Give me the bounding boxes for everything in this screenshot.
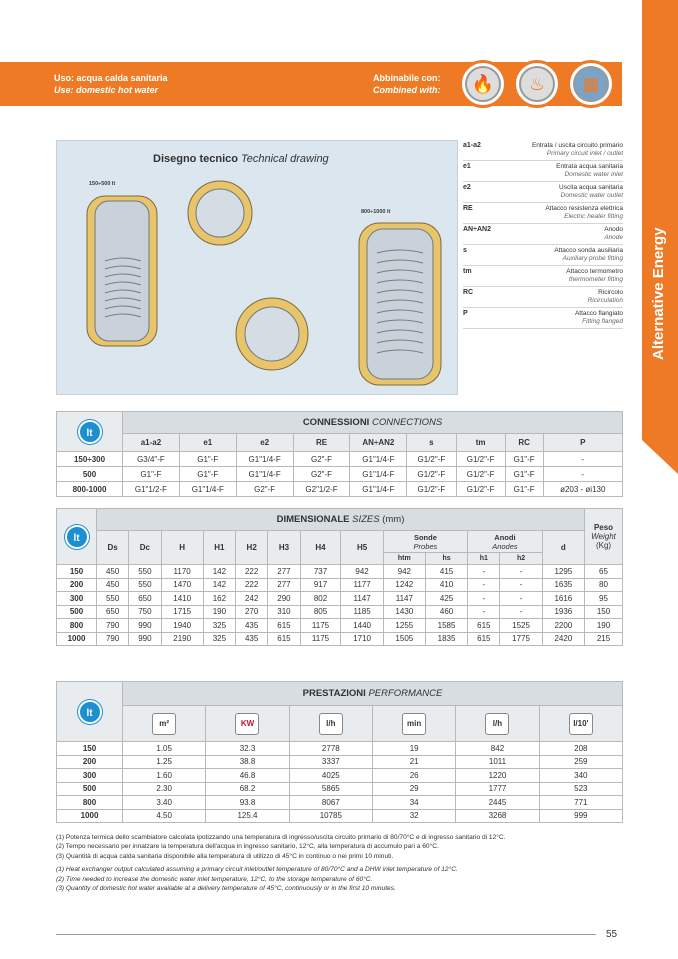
table-cell: 802 xyxy=(300,592,341,606)
table-cell: G2"-F xyxy=(236,482,293,497)
table-cell: 2200 xyxy=(542,619,584,633)
table-cell: 1710 xyxy=(341,632,383,646)
table-cell: 790 xyxy=(97,632,129,646)
table-cell: 32.3 xyxy=(206,742,289,756)
sizes-header-row-1 xyxy=(57,531,623,553)
table-cell: 1175 xyxy=(300,619,341,633)
connections-column-header: tm xyxy=(456,434,505,452)
legend-key: RE xyxy=(463,205,473,212)
table-cell: 942 xyxy=(341,565,383,579)
connections-column-header: e1 xyxy=(179,434,236,452)
legend-description: Ricircolo Ricirculation xyxy=(587,289,623,304)
table-cell: 5865 xyxy=(289,782,372,796)
table-cell: 1430 xyxy=(383,605,425,619)
legend-row xyxy=(463,203,623,224)
table-row xyxy=(57,605,623,619)
table-cell: G1"-F xyxy=(123,467,180,482)
legend-key: tm xyxy=(463,268,472,275)
performance-column-header xyxy=(206,706,289,742)
table-row xyxy=(57,809,623,823)
table-cell: G1"1/4-F xyxy=(350,467,407,482)
row-label: 150÷300 xyxy=(57,452,123,467)
table-cell: 68.2 xyxy=(206,782,289,796)
table-cell: G1"1/4-F xyxy=(236,467,293,482)
table-cell: 805 xyxy=(300,605,341,619)
table-cell: 325 xyxy=(203,632,235,646)
sizes-column-header: H4 xyxy=(300,531,341,565)
legend-key: P xyxy=(463,310,468,317)
water-drop-icon: lt xyxy=(78,420,102,444)
table-cell: 1011 xyxy=(456,755,539,769)
radiator-icon: m² xyxy=(152,713,176,735)
table-cell: 80 xyxy=(585,578,623,592)
table-cell: 1147 xyxy=(341,592,383,606)
performance-column-header xyxy=(456,706,539,742)
table-cell: 650 xyxy=(97,605,129,619)
row-label: 500 xyxy=(57,605,97,619)
row-label: 1000 xyxy=(57,809,123,823)
sizes-body xyxy=(57,565,623,646)
table-cell: 999 xyxy=(539,809,622,823)
shower-lh-icon: l/h xyxy=(485,713,509,735)
table-cell: 550 xyxy=(129,578,161,592)
legend-row xyxy=(463,182,623,203)
table-cell: G1"1/2-F xyxy=(123,482,180,497)
table-cell: 340 xyxy=(539,769,622,783)
table-cell: 19 xyxy=(372,742,455,756)
table-cell: G1"-F xyxy=(179,467,236,482)
use-label: Uso: acqua calda sanitaria Use: domestic hot water xyxy=(54,73,168,95)
table-cell: - xyxy=(543,467,622,482)
performance-header-row xyxy=(57,706,623,742)
table-cell: 737 xyxy=(300,565,341,579)
legend-key: s xyxy=(463,247,467,254)
table-cell: G1"-F xyxy=(505,452,543,467)
combined-label: Abbinabile con: Combined with: xyxy=(373,73,441,95)
table-cell: 650 xyxy=(129,592,161,606)
sizes-title: DIMENSIONALE SIZES (mm) xyxy=(97,509,585,531)
flame-icon: 🔥 xyxy=(459,60,507,108)
bottom-view-body xyxy=(245,307,299,361)
legend-key: RC xyxy=(463,289,474,296)
weight-header: Peso Weight (Kg) xyxy=(585,509,623,565)
connections-column-header: s xyxy=(407,434,456,452)
d-column-header: d xyxy=(542,531,584,565)
table-cell: 1835 xyxy=(425,632,467,646)
table-row xyxy=(57,796,623,810)
probe-column-header: htm xyxy=(383,553,425,565)
top-view-body xyxy=(196,189,244,237)
table-cell: G2"-F xyxy=(293,452,350,467)
table-cell: 21 xyxy=(372,755,455,769)
performance-column-header xyxy=(372,706,455,742)
table-cell: 1.60 xyxy=(123,769,206,783)
table-row xyxy=(57,452,623,467)
table-cell: 2445 xyxy=(456,796,539,810)
footnotes xyxy=(56,833,636,893)
legend-description: Uscita acqua sanitaria Domestic water outlet xyxy=(559,184,623,199)
table-cell: 550 xyxy=(97,592,129,606)
legend-row xyxy=(463,161,623,182)
probe-column-header: hs xyxy=(425,553,467,565)
table-cell: 1.05 xyxy=(123,742,206,756)
table-cell: G1/2"-F xyxy=(456,452,505,467)
table-cell: 425 xyxy=(425,592,467,606)
flow-icon: l/h xyxy=(319,713,343,735)
legend-description: Attacco termometro thermometer fitting xyxy=(566,268,623,283)
table-cell: 222 xyxy=(236,565,268,579)
legend-row xyxy=(463,224,623,245)
table-row xyxy=(57,742,623,756)
connections-badge-cell xyxy=(57,412,123,452)
table-cell: 2420 xyxy=(542,632,584,646)
row-label: 150 xyxy=(57,565,97,579)
water-drop-icon: lt xyxy=(65,525,89,549)
table-cell: 277 xyxy=(268,565,300,579)
legend-row xyxy=(463,266,623,287)
table-cell: 415 xyxy=(425,565,467,579)
small-tank-label: 150÷500 lt xyxy=(89,181,116,187)
table-row xyxy=(57,755,623,769)
table-cell: 1936 xyxy=(542,605,584,619)
table-cell: 1775 xyxy=(500,632,542,646)
table-cell: G1"-F xyxy=(179,452,236,467)
table-cell: 208 xyxy=(539,742,622,756)
legend-description: Entrata acqua sanitaria Domestic water inlet xyxy=(556,163,623,178)
table-cell: 270 xyxy=(236,605,268,619)
table-cell: 34 xyxy=(372,796,455,810)
table-cell: 1470 xyxy=(161,578,203,592)
table-cell: 10785 xyxy=(289,809,372,823)
performance-body xyxy=(57,742,623,823)
row-label: 200 xyxy=(57,578,97,592)
anode-column-header: h2 xyxy=(500,553,542,565)
kw-icon: KW xyxy=(235,713,259,735)
table-cell: 325 xyxy=(203,619,235,633)
connections-column-header: RE xyxy=(293,434,350,452)
table-cell: 142 xyxy=(203,578,235,592)
sizes-column-header: H3 xyxy=(268,531,300,565)
table-row xyxy=(57,592,623,606)
row-label: 800 xyxy=(57,796,123,810)
table-cell: 942 xyxy=(383,565,425,579)
sizes-column-header: H5 xyxy=(341,531,383,565)
table-cell: 222 xyxy=(236,578,268,592)
table-cell: 3337 xyxy=(289,755,372,769)
table-cell: 842 xyxy=(456,742,539,756)
table-cell: 162 xyxy=(203,592,235,606)
table-cell: 2190 xyxy=(161,632,203,646)
table-cell: 46.8 xyxy=(206,769,289,783)
performance-title: PRESTAZIONI PERFORMANCE xyxy=(123,682,623,706)
table-row xyxy=(57,467,623,482)
table-cell: 2778 xyxy=(289,742,372,756)
table-cell: 615 xyxy=(268,619,300,633)
table-cell: 1525 xyxy=(500,619,542,633)
table-cell: 771 xyxy=(539,796,622,810)
table-cell: 1940 xyxy=(161,619,203,633)
connections-header-row xyxy=(57,434,623,452)
table-cell: 450 xyxy=(97,565,129,579)
table-cell: G1"-F xyxy=(505,482,543,497)
table-cell: 1505 xyxy=(383,632,425,646)
table-row xyxy=(57,632,623,646)
large-tank-body xyxy=(367,229,433,379)
small-tank-body xyxy=(95,201,149,341)
footer-divider xyxy=(56,934,596,935)
table-cell: G1"1/4-F xyxy=(350,452,407,467)
footnotes-it xyxy=(56,833,636,861)
legend-row xyxy=(463,140,623,161)
table-cell: 142 xyxy=(203,565,235,579)
sizes-badge-cell xyxy=(57,509,97,565)
table-cell: 1177 xyxy=(341,578,383,592)
table-cell: 215 xyxy=(585,632,623,646)
table-cell: G1"1/4-F xyxy=(350,482,407,497)
row-label: 150 xyxy=(57,742,123,756)
row-label: 500 xyxy=(57,782,123,796)
table-cell: 750 xyxy=(129,605,161,619)
table-cell: 450 xyxy=(97,578,129,592)
table-cell: 1242 xyxy=(383,578,425,592)
table-cell: 523 xyxy=(539,782,622,796)
sizes-column-header: Dc xyxy=(129,531,161,565)
table-cell: 1255 xyxy=(383,619,425,633)
large-tank-label: 800÷1000 lt xyxy=(361,209,391,215)
table-cell: - xyxy=(500,578,542,592)
table-cell: 150 xyxy=(585,605,623,619)
table-cell: 2.30 xyxy=(123,782,206,796)
table-cell: - xyxy=(468,605,500,619)
legend-row xyxy=(463,287,623,308)
anode-column-header: h1 xyxy=(468,553,500,565)
table-cell: 1170 xyxy=(161,565,203,579)
legend-description: Attacco resistenza elettrica Electric heater fitting xyxy=(545,205,623,220)
boiler-icon: ♨ xyxy=(513,60,561,108)
connections-table xyxy=(56,411,623,497)
table-cell: 93.8 xyxy=(206,796,289,810)
table-cell: G1/2"-F xyxy=(407,452,456,467)
shower-10-icon: l/10' xyxy=(569,713,593,735)
connections-column-header: e2 xyxy=(236,434,293,452)
table-cell: 460 xyxy=(425,605,467,619)
table-cell: 990 xyxy=(129,632,161,646)
table-cell: 1175 xyxy=(300,632,341,646)
legend-key: e2 xyxy=(463,184,471,191)
table-cell: - xyxy=(468,592,500,606)
legend-row xyxy=(463,245,623,266)
table-cell: G1/2"-F xyxy=(407,467,456,482)
connections-column-header: P xyxy=(543,434,622,452)
footnote: (3) Quantity of domestic hot water available at a delivery temperature of 45°C, continuously or in the first 10 minutes. xyxy=(56,885,396,893)
table-cell: - xyxy=(468,565,500,579)
sizes-table xyxy=(56,508,623,646)
table-cell: 1147 xyxy=(383,592,425,606)
footnotes-en xyxy=(56,865,636,893)
legend-description: Anodo Anode xyxy=(604,226,623,241)
table-cell: G2"1/2-F xyxy=(293,482,350,497)
table-cell: 4025 xyxy=(289,769,372,783)
table-cell: 242 xyxy=(236,592,268,606)
solar-panel-icon: ▦ xyxy=(567,60,615,108)
table-cell: 1616 xyxy=(542,592,584,606)
table-row xyxy=(57,782,623,796)
connections-body xyxy=(57,452,623,497)
row-label: 800-1000 xyxy=(57,482,123,497)
sizes-column-header: Ds xyxy=(97,531,129,565)
legend-key: e1 xyxy=(463,163,471,170)
table-cell: 32 xyxy=(372,809,455,823)
legend-key: a1-a2 xyxy=(463,142,481,149)
table-cell: G1"1/4-F xyxy=(179,482,236,497)
table-cell: 1295 xyxy=(542,565,584,579)
legend-row xyxy=(463,308,623,329)
table-cell: G2"-F xyxy=(293,467,350,482)
side-tab xyxy=(642,0,678,440)
table-cell: 3.40 xyxy=(123,796,206,810)
table-cell: 1635 xyxy=(542,578,584,592)
table-cell: 26 xyxy=(372,769,455,783)
table-cell: 8067 xyxy=(289,796,372,810)
table-cell: G1"-F xyxy=(505,467,543,482)
table-cell: 790 xyxy=(97,619,129,633)
table-cell: 917 xyxy=(300,578,341,592)
footnote: (2) Time needed to increase the domestic water inlet temperature, 12°C, to the storage temperature of 60°C. xyxy=(56,875,373,883)
performance-badge-cell xyxy=(57,682,123,742)
table-cell: 3268 xyxy=(456,809,539,823)
water-drop-icon: lt xyxy=(78,700,102,724)
table-cell: 1185 xyxy=(341,605,383,619)
table-cell: G3/4"-F xyxy=(123,452,180,467)
table-cell: 990 xyxy=(129,619,161,633)
probes-header: Sonde Probes xyxy=(383,531,467,553)
table-cell: G1"1/4-F xyxy=(236,452,293,467)
row-label: 300 xyxy=(57,592,97,606)
drawing-title: Disegno tecnico Technical drawing xyxy=(153,153,329,165)
row-label: 1000 xyxy=(57,632,97,646)
page-number: 55 xyxy=(606,929,618,940)
table-cell: 1410 xyxy=(161,592,203,606)
sizes-column-header: H1 xyxy=(203,531,235,565)
table-cell: 615 xyxy=(468,632,500,646)
footnote: (1) Heat exchanger output calculated assuming a primary circuit inlet/outlet temperature of 80/70°C and a DHW inlet temperature of 12°C. xyxy=(56,866,458,874)
table-cell: 190 xyxy=(203,605,235,619)
table-cell: 410 xyxy=(425,578,467,592)
table-row xyxy=(57,769,623,783)
connections-column-header: AN÷AN2 xyxy=(350,434,407,452)
table-cell: - xyxy=(500,565,542,579)
connections-column-header: a1-a2 xyxy=(123,434,180,452)
connections-column-header: RC xyxy=(505,434,543,452)
table-cell: 65 xyxy=(585,565,623,579)
performance-column-header xyxy=(539,706,622,742)
clock-icon: min xyxy=(402,713,426,735)
table-cell: 29 xyxy=(372,782,455,796)
table-cell: G1/2"-F xyxy=(456,467,505,482)
technical-drawing xyxy=(56,140,458,395)
legend-description: Entrata / uscita circuito primario Primary circuit inlet / outlet xyxy=(531,142,623,157)
connections-title: CONNESSIONI CONNECTIONS xyxy=(123,412,623,434)
row-label: 300 xyxy=(57,769,123,783)
footnote: (1) Potenza termica dello scambiatore calcolata ipotizzando una temperatura di ingresso/uscita circuito primario di 80/70°C e di ingresso sanitario di 12°C. xyxy=(56,834,506,841)
table-cell: - xyxy=(468,578,500,592)
table-cell: 1440 xyxy=(341,619,383,633)
footnote: (2) Tempo necessario per innalzare la temperatura dell'acqua in ingresso sanitario, 12°C, alla temperatura di accumulo pari a 60°C. xyxy=(56,843,439,851)
table-cell: 1.25 xyxy=(123,755,206,769)
legend xyxy=(463,140,623,329)
row-label: 200 xyxy=(57,755,123,769)
table-cell: 95 xyxy=(585,592,623,606)
table-cell: 38.8 xyxy=(206,755,289,769)
table-cell: 615 xyxy=(468,619,500,633)
table-cell: 190 xyxy=(585,619,623,633)
table-cell: 1585 xyxy=(425,619,467,633)
table-row xyxy=(57,565,623,579)
anodes-header: Anodi Anodes xyxy=(468,531,543,553)
table-row xyxy=(57,482,623,497)
table-cell: 290 xyxy=(268,592,300,606)
table-cell: 259 xyxy=(539,755,622,769)
table-cell: 435 xyxy=(236,632,268,646)
table-cell: 1220 xyxy=(456,769,539,783)
table-row xyxy=(57,619,623,633)
table-cell: G1/2"-F xyxy=(407,482,456,497)
table-cell: 310 xyxy=(268,605,300,619)
table-cell: 277 xyxy=(268,578,300,592)
table-cell: 125.4 xyxy=(206,809,289,823)
table-cell: 615 xyxy=(268,632,300,646)
table-cell: 4.50 xyxy=(123,809,206,823)
table-cell: - xyxy=(500,592,542,606)
sizes-column-header: H2 xyxy=(236,531,268,565)
performance-column-header xyxy=(123,706,206,742)
table-cell: - xyxy=(543,452,622,467)
side-tab-label: Alternative Energy xyxy=(650,227,667,360)
performance-column-header xyxy=(289,706,372,742)
legend-description: Attacco sonda ausiliaria Auxiliary probe fitting xyxy=(554,247,623,262)
footnote: (3) Quantità di acqua calda sanitaria disponibile alla temperatura di utilizzo di 45°C in continuo o nei primi 10 minuti. xyxy=(56,852,394,860)
table-cell: 435 xyxy=(236,619,268,633)
table-cell: G1/2"-F xyxy=(456,482,505,497)
table-cell: ø203 - øi130 xyxy=(543,482,622,497)
table-row xyxy=(57,578,623,592)
sizes-column-header: H xyxy=(161,531,203,565)
row-label: 500 xyxy=(57,467,123,482)
performance-table xyxy=(56,681,623,823)
legend-description: Attacco flangiato Fitting flanged xyxy=(574,310,623,325)
row-label: 800 xyxy=(57,619,97,633)
tank-drawing-svg xyxy=(57,141,459,396)
table-cell: 1715 xyxy=(161,605,203,619)
table-cell: - xyxy=(500,605,542,619)
table-cell: 550 xyxy=(129,565,161,579)
legend-key: AN÷AN2 xyxy=(463,226,491,233)
table-cell: 1777 xyxy=(456,782,539,796)
